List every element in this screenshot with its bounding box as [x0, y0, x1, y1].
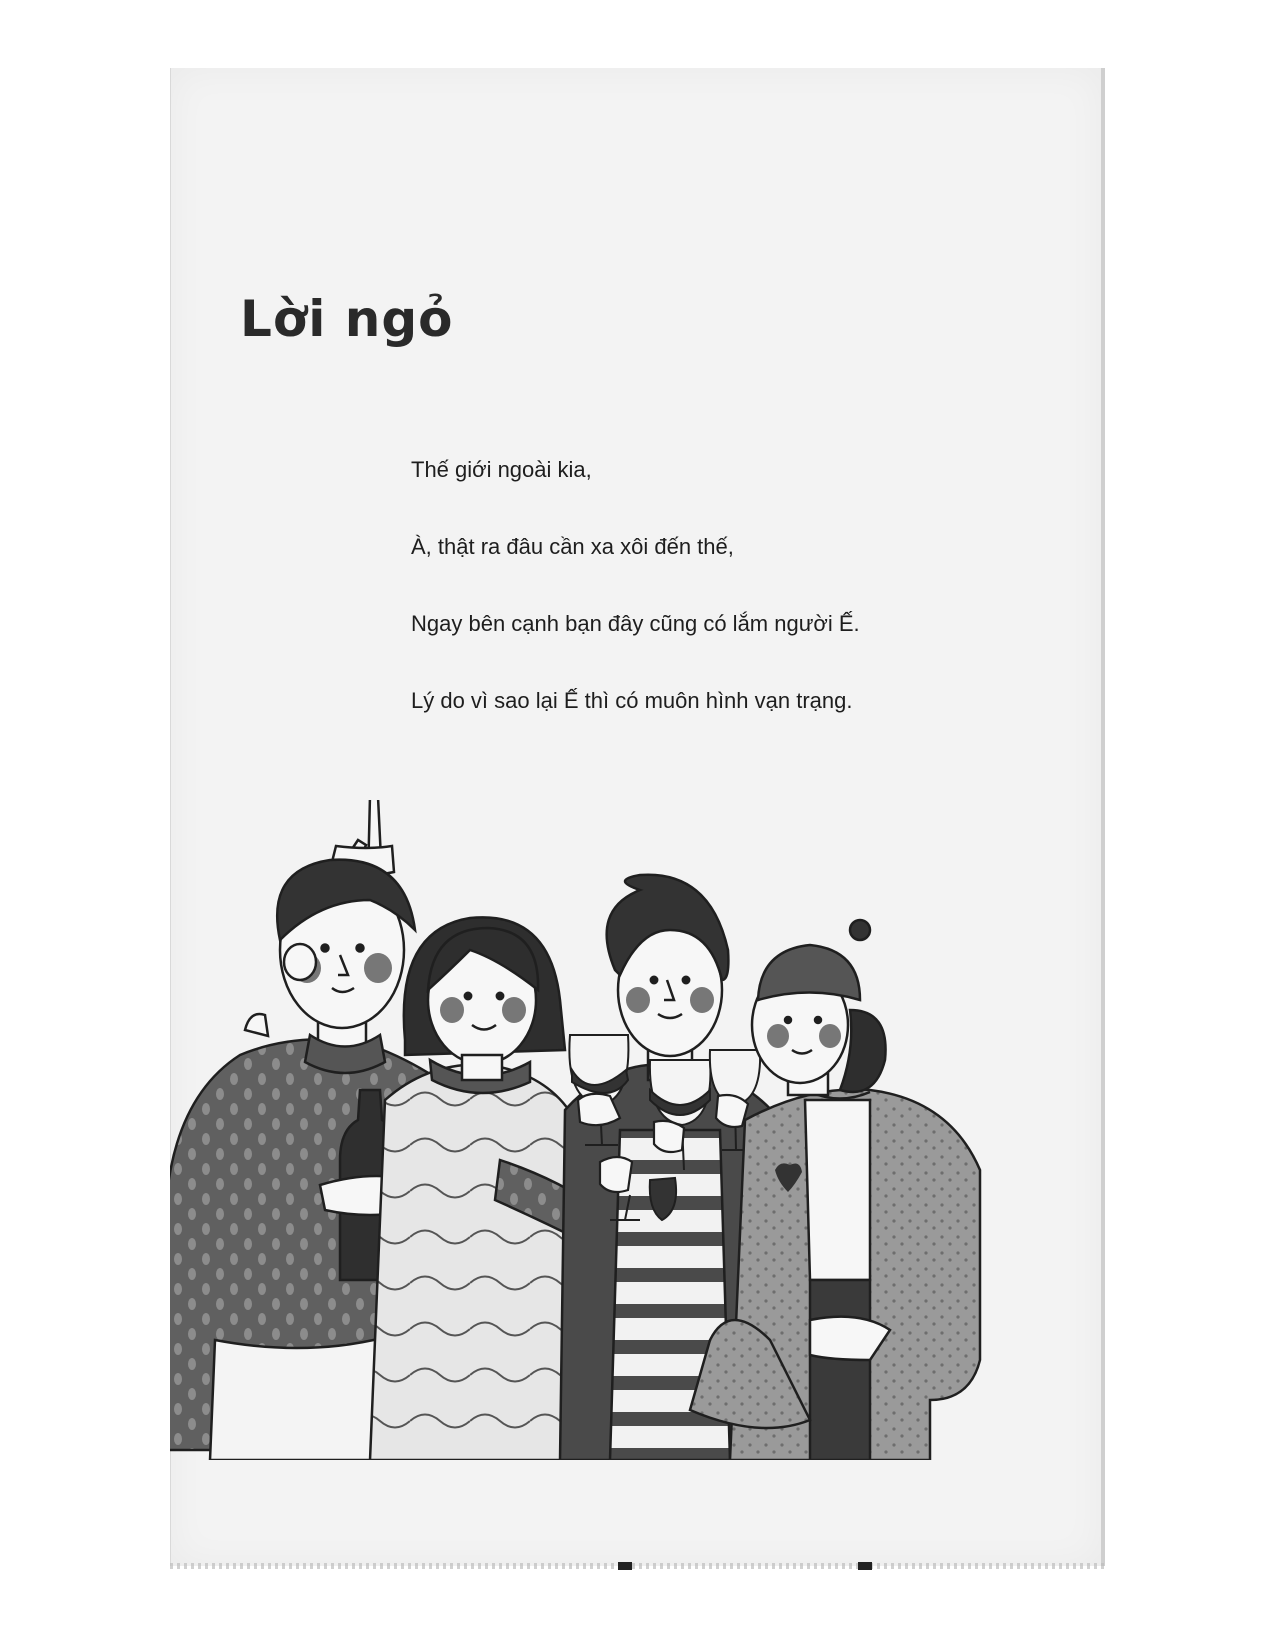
- edge-mark: [858, 1562, 872, 1570]
- poem-line-1: Thế giới ngoài kia,: [411, 457, 592, 482]
- page-heading: Lời ngỏ: [240, 290, 454, 348]
- page-edge-texture: [170, 1563, 1104, 1569]
- poem-line-3: Ngay bên cạnh bạn đây cũng có lắm người Ế.: [411, 611, 860, 636]
- poem-line-4: Lý do vì sao lại Ế thì có muôn hình vạn trạng.: [411, 688, 853, 713]
- poem-line-2: À, thật ra đâu cần xa xôi đến thế,: [411, 534, 734, 559]
- intro-poem: [411, 455, 1051, 763]
- edge-mark: [618, 1562, 632, 1570]
- friends-illustration: [170, 800, 1100, 1460]
